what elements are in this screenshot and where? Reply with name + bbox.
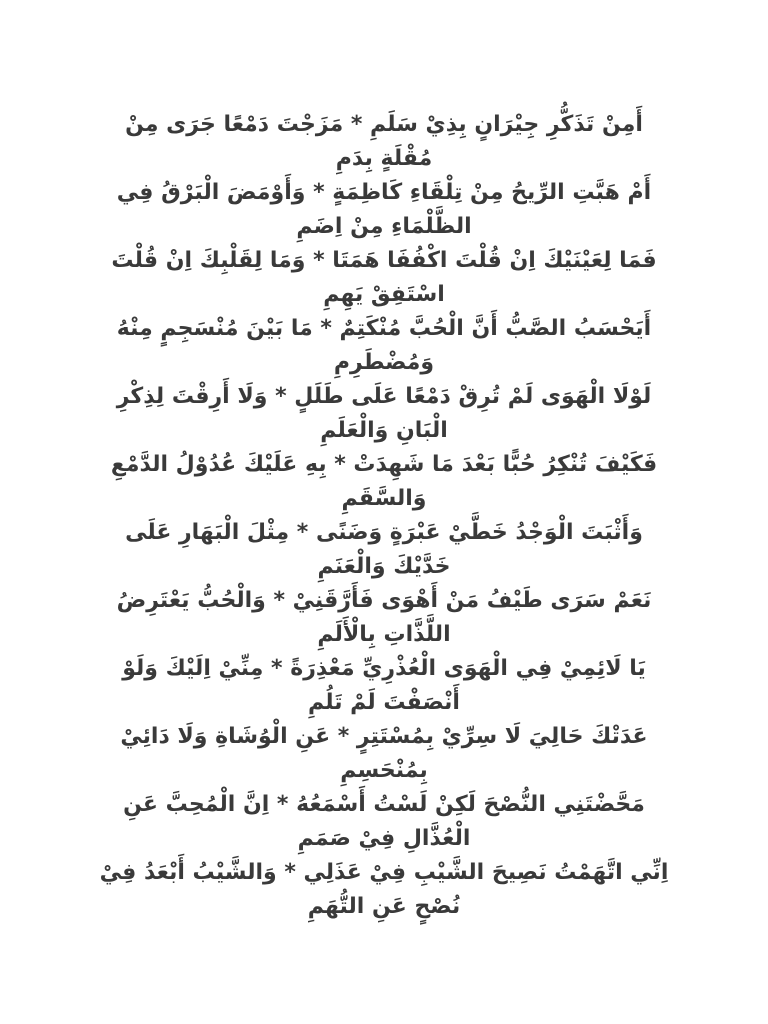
verse-line: أَمْ هَبَّتِ الرِّيحُ مِنْ تِلْقَاءِ كَاظِمَةٍ * وَأَوْمَضَ الْبَرْقُ فِي الظَّلْمَاءِ مِنْ اِضَمِ (116, 180, 652, 239)
verse-line: مَحَّضْتَنِي النُّصْحَ لَكِنْ لَسْتُ أَسْمَعُهُ * اِنَّ الْمُحِبَّ عَنِ الْعُذَّالِ فِيْ صَمَمِ (123, 792, 645, 851)
verse-line: عَدَتْكَ حَالِيَ لَا سِرِّيْ بِمُسْتَتِرٍ * عَنِ الْوُشَاةِ وَلَا دَائِيْ بِمُنْحَسِمِ (120, 724, 648, 783)
verse-line: أَمِنْ تَذَكُّرِ جِيْرَانٍ بِذِيْ سَلَمِ * مَزَجْتَ دَمْعًا جَرَى مِنْ مُقْلَةٍ بِدَمِ (125, 112, 643, 171)
poem-text (96, 108, 672, 924)
verse-line: نَعَمْ سَرَى طَيْفُ مَنْ أَهْوَى فَأَرَّقَنِيْ * وَالْحُبُّ يَعْتَرِضُ اللَّذَّاتِ بِالْأَلَمِ (116, 588, 652, 647)
verse-line: يَا لَائِمِيْ فِي الْهَوَى الْعُذْرِيِّ مَعْذِرَةً * مِنِّيْ اِلَيْكَ وَلَوْ أَنْصَفْتَ لَمْ تَلُمِ (122, 656, 646, 715)
verse-line: اِنِّي اتَّهَمْتُ نَصِيحَ الشَّيْبِ فِيْ عَذَلِي * وَالشَّيْبُ أَبْعَدُ فِيْ نُصْحٍ عَنِ التُّهَمِ (99, 860, 669, 919)
verse-line: فَكَيْفَ تُنْكِرُ حُبًّا بَعْدَ مَا شَهِدَتْ * بِهِ عَلَيْكَ عُدُوْلُ الدَّمْعِ وَالسَّقَمِ (110, 452, 658, 511)
verse-line: أَيَحْسَبُ الصَّبُّ أَنَّ الْحُبَّ مُنْكَتِمٌ * مَا بَيْنَ مُنْسَجِمٍ مِنْهُ وَمُضْطَرِمِ (116, 316, 652, 375)
verse-line: لَوْلَا الْهَوَى لَمْ تُرِقْ دَمْعًا عَلَى طَلَلٍ * وَلَا أَرِقْتَ لِذِكْرِ الْبَانِ وَالْعَلَمِ (116, 384, 652, 443)
verse-line: وَأَثْبَتَ الْوَجْدُ خَطَّيْ عَبْرَةٍ وَضَنًى * مِثْلَ الْبَهَارِ عَلَى خَدَّيْكَ وَالْعَنَمِ (125, 520, 643, 579)
verse-line: فَمَا لِعَيْنَيْكَ اِنْ قُلْتَ اكْفُفَا هَمَتَا * وَمَا لِقَلْبِكَ اِنْ قُلْتَ اسْتَفِقْ يَهِمِ (111, 248, 657, 307)
